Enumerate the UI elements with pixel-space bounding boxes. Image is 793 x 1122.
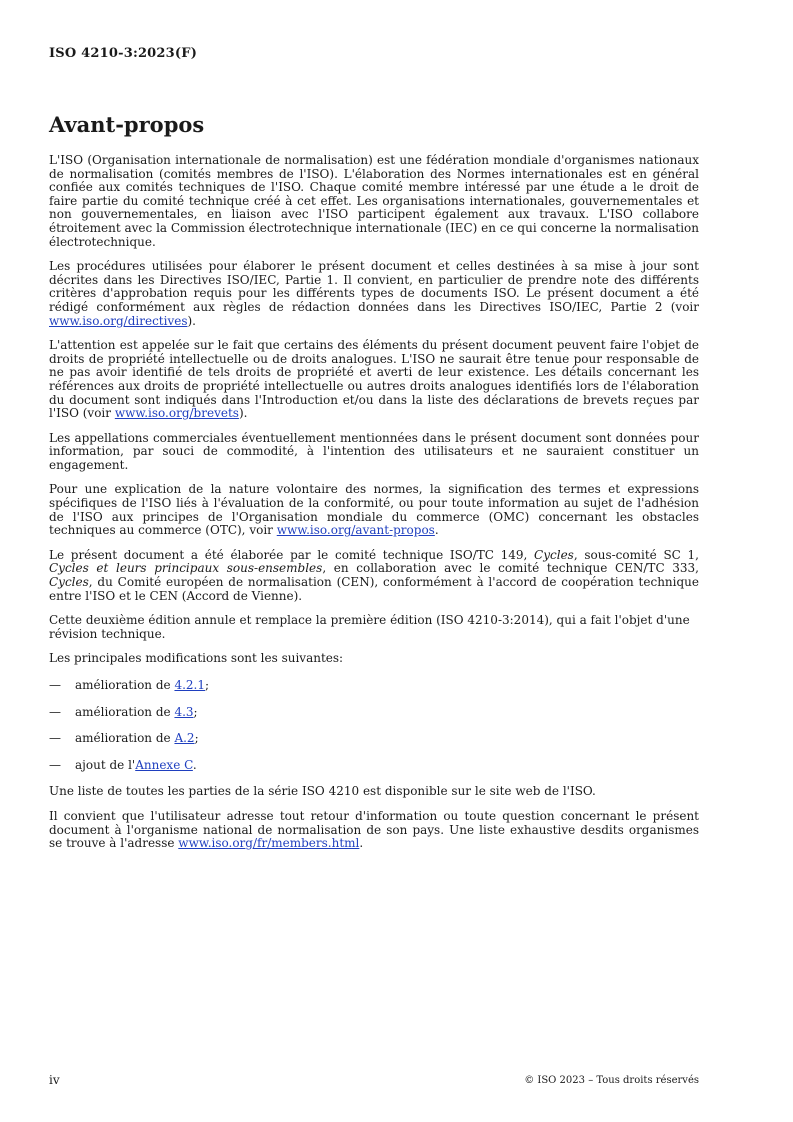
paragraph-text: Le présent document a été élaborée par le comité technique ISO/TC 149,	[49, 547, 535, 562]
cen-committee-name: Cycles	[49, 575, 89, 590]
list-item-end: ;	[193, 704, 198, 719]
paragraph-voluntary-nature	[49, 483, 699, 537]
paragraph-text: , en collaboration avec le comité technique CEN/TC 333,	[322, 561, 699, 576]
clause-link-4-3[interactable]: 4.3	[174, 704, 194, 719]
paragraph-end: .	[359, 836, 364, 851]
paragraph-end: ).	[187, 313, 196, 328]
list-item-text: ajout de l'	[75, 757, 136, 772]
list-item	[49, 679, 699, 693]
list-item	[49, 759, 699, 773]
clause-link-a-2[interactable]: A.2	[174, 731, 195, 746]
page-title: Avant-propos	[49, 112, 205, 137]
list-item-text: amélioration de	[75, 678, 175, 692]
paragraph-text: , du Comité européen de normalisation (CEN), conformément à l'accord de coopération technique entre l'ISO et le CEN (Accord de Vienne).	[49, 575, 699, 603]
list-item-text: amélioration de	[75, 731, 175, 746]
list-item-text: amélioration de	[75, 704, 175, 719]
document-id: ISO 4210-3:2023(F)	[49, 46, 198, 61]
page-number: iv	[49, 1073, 60, 1087]
copyright-notice: © ISO 2023 – Tous droits réservés	[524, 1075, 699, 1086]
paragraph-changes-intro: Les principales modifications sont les suivantes:	[49, 651, 344, 666]
dash-marker: —	[49, 757, 61, 772]
list-item-content	[75, 759, 197, 773]
list-item-end: ;	[205, 678, 210, 692]
paragraph-text: Il convient que l'utilisateur adresse tout retour d'information ou toute question concernant le présent document à l'organisme national de normalisation de son pays. Une liste exhaustive desdits organismes se trouve à l'adresse	[49, 808, 699, 851]
list-item	[49, 706, 699, 720]
paragraph-end: .	[434, 523, 439, 538]
list-item-end: ;	[194, 731, 199, 746]
members-link[interactable]: www.iso.org/fr/members.html	[178, 836, 360, 851]
paragraph-text: Pour une explication de la nature volontaire des normes, la signification des termes et expressions spécifiques de l'ISO liés à l'évaluation de la conformité, ou pour toute information au sujet de l'adhésion de l'ISO aux principes de l'Organisation mondiale du commerce (OMC) concernant les obstacles techniques au commerce (OTC), voir	[49, 482, 699, 538]
directives-link[interactable]: www.iso.org/directives	[49, 313, 188, 328]
changes-list	[49, 679, 699, 772]
list-item-end: .	[192, 757, 197, 772]
dash-marker: —	[49, 704, 61, 719]
list-item-content	[75, 679, 209, 693]
document-body	[49, 154, 699, 862]
list-item-content	[75, 706, 198, 720]
paragraph-text: L'attention est appelée sur le fait que certains des éléments du présent document peuvent faire l'objet de droits de propriété intellectuelle ou de droits analogues. L'ISO ne saurait être tenue pour responsable de ne pas avoir identifié de tels droits de propriété et averti de leur existence. Les détails concernant les références aux droits de propriété intellectuelle ou autres droits analogues identifiés lors de l'élaboration du document sont indiqués dans l'Introduction et/ou dans la liste des déclarations de brevets reçues par l'ISO (voir	[49, 338, 699, 421]
list-item-content	[75, 732, 199, 746]
dash-marker: —	[49, 678, 61, 692]
paragraph-parts-list: Une liste de toutes les parties de la série ISO 4210 est disponible sur le site web de l'ISO.	[49, 784, 596, 799]
paragraph-trade-names: Les appellations commerciales éventuellement mentionnées dans le présent document sont données pour information, par souci de commodité, à l'intention des utilisateurs et ne sauraient constituer un engagement.	[49, 430, 699, 472]
paragraph-iso-intro: L'ISO (Organisation internationale de normalisation) est une fédération mondiale d'organismes nationaux de normalisation (comités membres de l'ISO). L'élaboration des Normes internationales est en général confiée aux comités techniques de l'ISO. Chaque comité membre intéressé par une étude a le droit de faire partie du comité technique créé à cet effet. Les organisations internationales, gouvernementales et non gouvernementales, en liaison avec l'ISO participent également aux travaux. L'ISO collabore étroitement avec la Commission électrotechnique internationale (IEC) en ce qui concerne la normalisation électrotechnique.	[49, 153, 699, 249]
paragraph-text: Les procédures utilisées pour élaborer le présent document et celles destinées à sa mise à jour sont décrites dans les Directives ISO/IEC, Partie 1. Il convient, en particulier de prendre note des différents critères d'approbation requis pour les différents types de documents ISO. Le présent document a été rédigé conformément aux règles de rédaction données dans les Directives ISO/IEC, Partie 2 (voir	[49, 259, 699, 314]
foreword-link[interactable]: www.iso.org/avant-propos	[276, 523, 435, 538]
clause-link-4-2-1[interactable]: 4.2.1	[174, 678, 205, 692]
subcommittee-name: Cycles et leurs principaux sous-ensembles	[49, 561, 323, 576]
dash-marker: —	[49, 731, 61, 746]
paragraph-end: ).	[238, 406, 248, 421]
paragraph-patents	[49, 339, 699, 421]
paragraph-procedures	[49, 260, 699, 328]
committee-name: Cycles	[534, 547, 574, 562]
paragraph-committee	[49, 549, 699, 603]
paragraph-text: , sous-comité SC 1,	[573, 547, 699, 562]
list-item	[49, 732, 699, 746]
patents-link[interactable]: www.iso.org/brevets	[114, 406, 239, 421]
paragraph-edition: Cette deuxième édition annule et remplace la première édition (ISO 4210-3:2014), qui a fait l'objet d'une révision technique.	[49, 613, 690, 641]
annex-c-link[interactable]: Annexe C	[135, 757, 193, 772]
paragraph-feedback	[49, 810, 699, 851]
